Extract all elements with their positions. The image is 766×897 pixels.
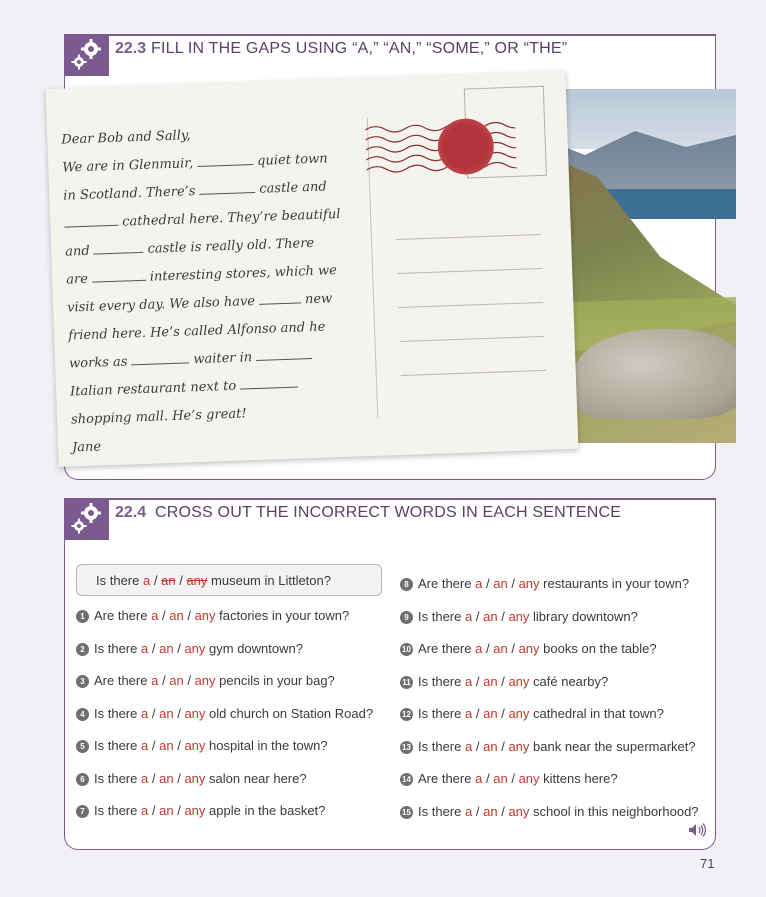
option-a[interactable]: a — [475, 576, 483, 591]
box-top-rule — [65, 498, 715, 500]
option-an[interactable]: an — [159, 770, 174, 786]
option-a[interactable]: a — [142, 573, 151, 588]
option-a[interactable]: a — [464, 608, 473, 624]
exercise-title: CROSS OUT THE INCORRECT WORDS IN EACH SENTENCE — [155, 504, 622, 521]
example-sentence: Is there a / an / any museum in Littleton? — [96, 573, 331, 588]
sentence-number: 9 — [400, 611, 413, 624]
sentence-number: 2 — [76, 643, 89, 656]
sentence-row: 13 Is there a / an / any bank near the supermarket? — [400, 739, 696, 754]
option-a[interactable]: a — [140, 640, 149, 656]
option-an[interactable]: an — [159, 803, 174, 818]
option-any[interactable]: any — [184, 738, 206, 753]
sentence-row: 11 Is there a / an / any café nearby? — [400, 674, 608, 689]
option-any[interactable]: any — [184, 705, 206, 721]
option-a[interactable]: a — [140, 705, 149, 721]
option-any[interactable]: any — [184, 803, 206, 818]
option-an[interactable]: an — [493, 641, 508, 656]
postcard-line: and castle is really old. There — [64, 235, 315, 260]
option-an[interactable]: an — [483, 803, 498, 819]
option-an[interactable]: an — [493, 771, 508, 786]
sentence-row: 14 Are there a / an / any kittens here? — [400, 771, 618, 786]
option-a[interactable]: a — [475, 641, 483, 656]
option-an[interactable]: an — [493, 576, 508, 591]
gap-blank[interactable] — [94, 252, 144, 255]
sentence-number: 12 — [400, 708, 413, 721]
option-any[interactable]: any — [184, 770, 206, 786]
postcard-signature: Jane — [71, 439, 102, 456]
option-a[interactable]: a — [151, 608, 159, 623]
option-an[interactable]: an — [159, 738, 174, 753]
sentence-number: 4 — [76, 708, 89, 721]
option-any[interactable]: any — [184, 640, 206, 656]
sentence-number: 14 — [400, 773, 413, 786]
sentence-row: 8 Are there a / an / any restaurants in your town? — [400, 576, 689, 591]
gear-icon — [65, 34, 109, 76]
sentence-number: 3 — [76, 675, 89, 688]
address-line — [401, 370, 546, 376]
postcard-line: in Scotland. There’s castle and — [63, 179, 327, 204]
sentence-row: 7 Is there a / an / any apple in the basket? — [76, 803, 325, 818]
option-an[interactable]: an — [169, 673, 184, 688]
option-any[interactable]: any — [508, 608, 530, 624]
sentence-number: 11 — [400, 676, 413, 689]
sentence-row: 4 Is there a / an / any old church on Station Road? — [76, 706, 373, 721]
gap-blank[interactable] — [92, 280, 146, 283]
sentence-row: 1 Are there a / an / any factories in your town? — [76, 608, 349, 623]
postcard-line: visit every day. We also have new — [66, 291, 333, 316]
sentence-number: 13 — [400, 741, 413, 754]
sentence-row: 15 Is there a / an / any school in this neighborhood? — [400, 804, 699, 819]
option-an-crossed[interactable]: an — [161, 573, 176, 588]
option-any[interactable]: any — [508, 738, 530, 754]
exercise-number: 22.4 — [115, 504, 147, 521]
gap-blank[interactable] — [240, 387, 298, 390]
option-an[interactable]: an — [483, 608, 498, 624]
sentence-row: 6 Is there a / an / any salon near here? — [76, 771, 307, 786]
postcard-line: Italian restaurant next to — [70, 376, 302, 399]
gear-icon — [65, 498, 109, 540]
option-an[interactable]: an — [483, 673, 498, 689]
option-any[interactable]: any — [508, 673, 530, 689]
option-an[interactable]: an — [483, 738, 498, 754]
postcard-line: works as waiter in — [69, 348, 316, 372]
sentence-number: 8 — [400, 578, 413, 591]
box-top-rule — [65, 34, 715, 36]
option-any[interactable]: any — [508, 706, 530, 721]
speaker-icon[interactable] — [688, 823, 706, 840]
postcard-line: We are in Glenmuir, quiet town — [62, 151, 328, 176]
option-an[interactable]: an — [159, 640, 174, 656]
postcard-line: friend here. He’s called Alfonso and he — [67, 319, 326, 344]
address-line — [397, 268, 542, 274]
option-any[interactable]: any — [194, 673, 216, 688]
option-any[interactable]: any — [508, 803, 530, 819]
gap-blank[interactable] — [197, 164, 253, 167]
sentence-row: 12 Is there a / an / any cathedral in that town? — [400, 706, 664, 721]
gap-blank[interactable] — [131, 362, 189, 365]
option-any[interactable]: any — [518, 641, 540, 656]
option-an[interactable]: an — [169, 608, 184, 623]
option-any[interactable]: any — [194, 608, 216, 623]
address-line — [398, 302, 543, 308]
option-a[interactable]: a — [140, 738, 149, 753]
option-any[interactable]: any — [518, 576, 540, 591]
sentence-row: 9 Is there a / an / any library downtown? — [400, 609, 638, 624]
option-an[interactable]: an — [159, 705, 174, 721]
gap-blank[interactable] — [200, 192, 256, 195]
option-a[interactable]: a — [464, 803, 473, 819]
option-an[interactable]: an — [483, 706, 498, 721]
gap-blank[interactable] — [64, 225, 118, 228]
option-a[interactable]: a — [151, 673, 159, 688]
option-a[interactable]: a — [464, 673, 473, 689]
sentence-number: 6 — [76, 773, 89, 786]
address-line — [400, 336, 545, 342]
sentence-number: 15 — [400, 806, 413, 819]
option-a[interactable]: a — [464, 738, 473, 754]
sentence-number: 5 — [76, 740, 89, 753]
page-number: 71 — [700, 856, 715, 871]
exercise-number: 22.3 — [115, 40, 147, 57]
sentence-number: 7 — [76, 805, 89, 818]
option-a[interactable]: a — [475, 771, 483, 786]
option-any-crossed[interactable]: any — [186, 573, 208, 588]
gap-blank[interactable] — [256, 358, 312, 361]
gap-blank[interactable] — [259, 302, 301, 304]
sentence-row: 5 Is there a / an / any hospital in the town? — [76, 738, 328, 753]
postcard-line: are interesting stores, which we — [65, 263, 338, 288]
sentence-row: 3 Are there a / an / any pencils in your bag? — [76, 673, 335, 688]
address-line — [396, 234, 541, 240]
postcard-greeting: Dear Bob and Sally, — [61, 128, 191, 148]
sentence-row: 10 Are there a / an / any books on the table? — [400, 641, 657, 656]
option-a[interactable]: a — [464, 706, 473, 721]
option-any[interactable]: any — [518, 771, 540, 786]
option-a[interactable]: a — [140, 770, 149, 786]
sentence-number: 10 — [400, 643, 413, 656]
postcard-line: cathedral here. They’re beautiful — [64, 207, 341, 232]
option-a[interactable]: a — [140, 803, 149, 818]
exercise-title: FILL IN THE GAPS USING “A,” “AN,” “SOME,” OR “THE” — [151, 40, 568, 57]
sentence-row: 2 Is there a / an / any gym downtown? — [76, 641, 303, 656]
postcard-line: shopping mall. He’s great! — [70, 406, 247, 428]
postcard — [46, 71, 579, 467]
sentence-number: 1 — [76, 610, 89, 623]
